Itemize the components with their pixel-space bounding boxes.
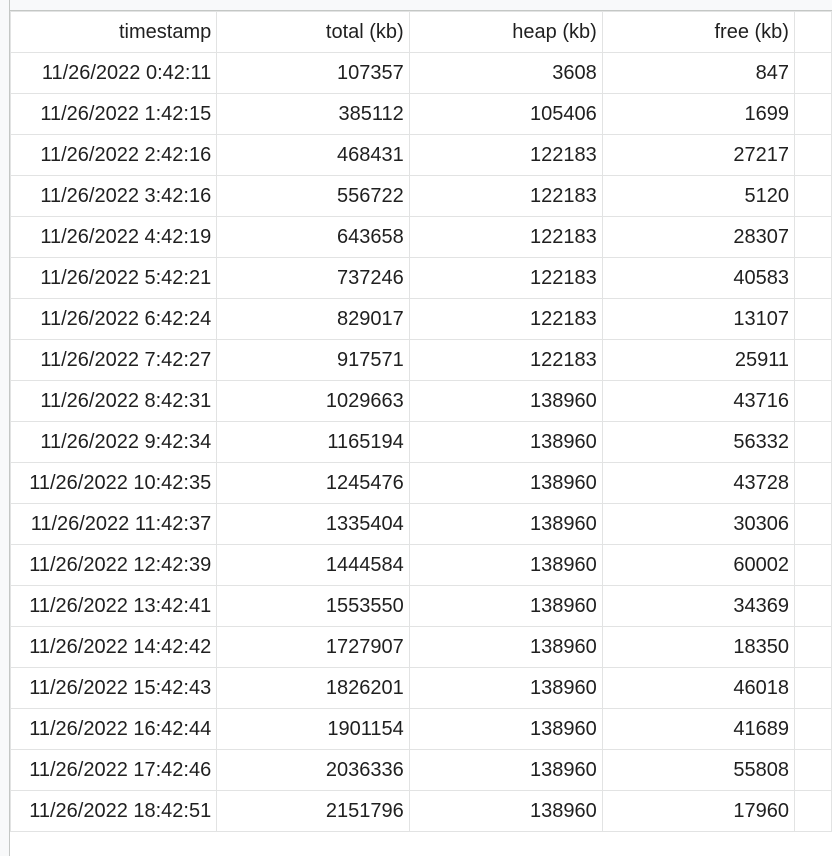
cell-timestamp[interactable]: 11/26/2022 2:42:16 [11,135,217,176]
cell-total[interactable]: 1029663 [217,381,409,422]
header-cell-total[interactable]: total (kb) [217,12,409,53]
cell-heap[interactable]: 122183 [409,176,602,217]
cell-timestamp[interactable]: 11/26/2022 9:42:34 [11,422,217,463]
empty-cell[interactable] [794,463,831,504]
cell-heap[interactable]: 138960 [409,586,602,627]
cell-timestamp[interactable]: 11/26/2022 8:42:31 [11,381,217,422]
cell-timestamp[interactable]: 11/26/2022 4:42:19 [11,217,217,258]
empty-cell[interactable] [794,545,831,586]
table-row [11,545,832,586]
cell-total[interactable]: 1245476 [217,463,409,504]
table-row [11,381,832,422]
cell-heap[interactable]: 105406 [409,94,602,135]
cell-heap[interactable]: 138960 [409,504,602,545]
header-cell-timestamp[interactable]: timestamp [11,12,217,53]
header-row [11,12,832,53]
cell-free[interactable]: 56332 [602,422,794,463]
table-row [11,217,832,258]
empty-cell[interactable] [794,750,831,791]
table-row [11,340,832,381]
cell-total[interactable]: 2151796 [217,791,409,832]
cell-timestamp[interactable]: 11/26/2022 5:42:21 [11,258,217,299]
cell-timestamp[interactable]: 11/26/2022 15:42:43 [11,668,217,709]
table-row [11,176,832,217]
empty-cell[interactable] [794,135,831,176]
cell-total[interactable]: 829017 [217,299,409,340]
cell-free[interactable]: 17960 [602,791,794,832]
empty-cell[interactable] [794,53,831,94]
data-grid [10,11,832,832]
cell-free[interactable]: 847 [602,53,794,94]
table-row [11,135,832,176]
empty-cell[interactable] [794,258,831,299]
cell-free[interactable]: 34369 [602,586,794,627]
table-row [11,750,832,791]
cell-heap[interactable]: 138960 [409,463,602,504]
table-row [11,668,832,709]
empty-cell[interactable] [794,299,831,340]
cell-timestamp[interactable]: 11/26/2022 13:42:41 [11,586,217,627]
empty-cell[interactable] [794,791,831,832]
cell-timestamp[interactable]: 11/26/2022 18:42:51 [11,791,217,832]
cell-free[interactable]: 30306 [602,504,794,545]
empty-cell[interactable] [794,381,831,422]
cell-free[interactable]: 43716 [602,381,794,422]
table-row [11,463,832,504]
cell-total[interactable]: 1901154 [217,709,409,750]
cell-heap[interactable]: 138960 [409,422,602,463]
row-header-strip[interactable] [0,0,10,856]
table-row [11,94,832,135]
column-header-strip[interactable] [0,0,832,11]
empty-cell[interactable] [794,504,831,545]
cell-timestamp[interactable]: 11/26/2022 1:42:15 [11,94,217,135]
cell-timestamp[interactable]: 11/26/2022 7:42:27 [11,340,217,381]
cell-heap[interactable]: 138960 [409,627,602,668]
empty-cell[interactable] [794,422,831,463]
table-row [11,53,832,94]
table-row [11,504,832,545]
cell-heap[interactable]: 138960 [409,709,602,750]
empty-cell[interactable] [794,217,831,258]
cell-free[interactable]: 1699 [602,94,794,135]
cell-free[interactable]: 5120 [602,176,794,217]
cell-total[interactable]: 2036336 [217,750,409,791]
cell-free[interactable]: 41689 [602,709,794,750]
cell-heap[interactable]: 3608 [409,53,602,94]
empty-cell[interactable] [794,627,831,668]
table-row [11,709,832,750]
cell-free[interactable]: 40583 [602,258,794,299]
cell-total[interactable]: 1553550 [217,586,409,627]
cell-heap[interactable]: 138960 [409,545,602,586]
grid-body [11,53,832,832]
cell-total[interactable]: 468431 [217,135,409,176]
cell-timestamp[interactable]: 11/26/2022 11:42:37 [11,504,217,545]
cell-total[interactable]: 917571 [217,340,409,381]
cell-heap[interactable]: 122183 [409,217,602,258]
empty-cell[interactable] [794,176,831,217]
table-row [11,422,832,463]
cell-timestamp[interactable]: 11/26/2022 12:42:39 [11,545,217,586]
table-row [11,258,832,299]
cell-heap[interactable]: 138960 [409,791,602,832]
cell-free[interactable]: 18350 [602,627,794,668]
header-cell-free[interactable]: free (kb) [602,12,794,53]
cell-free[interactable]: 43728 [602,463,794,504]
cell-heap[interactable]: 122183 [409,135,602,176]
cell-heap[interactable]: 138960 [409,668,602,709]
cell-timestamp[interactable]: 11/26/2022 6:42:24 [11,299,217,340]
empty-cell[interactable] [794,709,831,750]
empty-cell[interactable] [794,586,831,627]
table-row [11,627,832,668]
cell-total[interactable]: 1165194 [217,422,409,463]
empty-cell[interactable] [794,340,831,381]
cell-free[interactable]: 25911 [602,340,794,381]
empty-cell[interactable] [794,668,831,709]
cell-free[interactable]: 13107 [602,299,794,340]
cell-timestamp[interactable]: 11/26/2022 14:42:42 [11,627,217,668]
cell-total[interactable]: 1727907 [217,627,409,668]
cell-free[interactable]: 27217 [602,135,794,176]
cell-heap[interactable]: 122183 [409,299,602,340]
cell-timestamp[interactable]: 11/26/2022 0:42:11 [11,53,217,94]
cell-free[interactable]: 60002 [602,545,794,586]
cell-total[interactable]: 737246 [217,258,409,299]
cell-total[interactable]: 1826201 [217,668,409,709]
cell-total[interactable]: 385112 [217,94,409,135]
cell-total[interactable]: 556722 [217,176,409,217]
cell-total[interactable]: 107357 [217,53,409,94]
cell-timestamp[interactable]: 11/26/2022 17:42:46 [11,750,217,791]
cell-free[interactable]: 46018 [602,668,794,709]
cell-heap[interactable]: 138960 [409,381,602,422]
cell-timestamp[interactable]: 11/26/2022 16:42:44 [11,709,217,750]
cell-total[interactable]: 1335404 [217,504,409,545]
cell-heap[interactable]: 138960 [409,750,602,791]
header-cell-heap[interactable]: heap (kb) [409,12,602,53]
empty-cell[interactable] [794,94,831,135]
table-row [11,791,832,832]
cell-total[interactable]: 1444584 [217,545,409,586]
table-row [11,586,832,627]
cell-free[interactable]: 28307 [602,217,794,258]
cell-timestamp[interactable]: 11/26/2022 3:42:16 [11,176,217,217]
cell-heap[interactable]: 122183 [409,340,602,381]
cell-total[interactable]: 643658 [217,217,409,258]
cell-heap[interactable]: 122183 [409,258,602,299]
empty-cell[interactable] [794,12,831,53]
table-row [11,299,832,340]
cell-timestamp[interactable]: 11/26/2022 10:42:35 [11,463,217,504]
cell-free[interactable]: 55808 [602,750,794,791]
